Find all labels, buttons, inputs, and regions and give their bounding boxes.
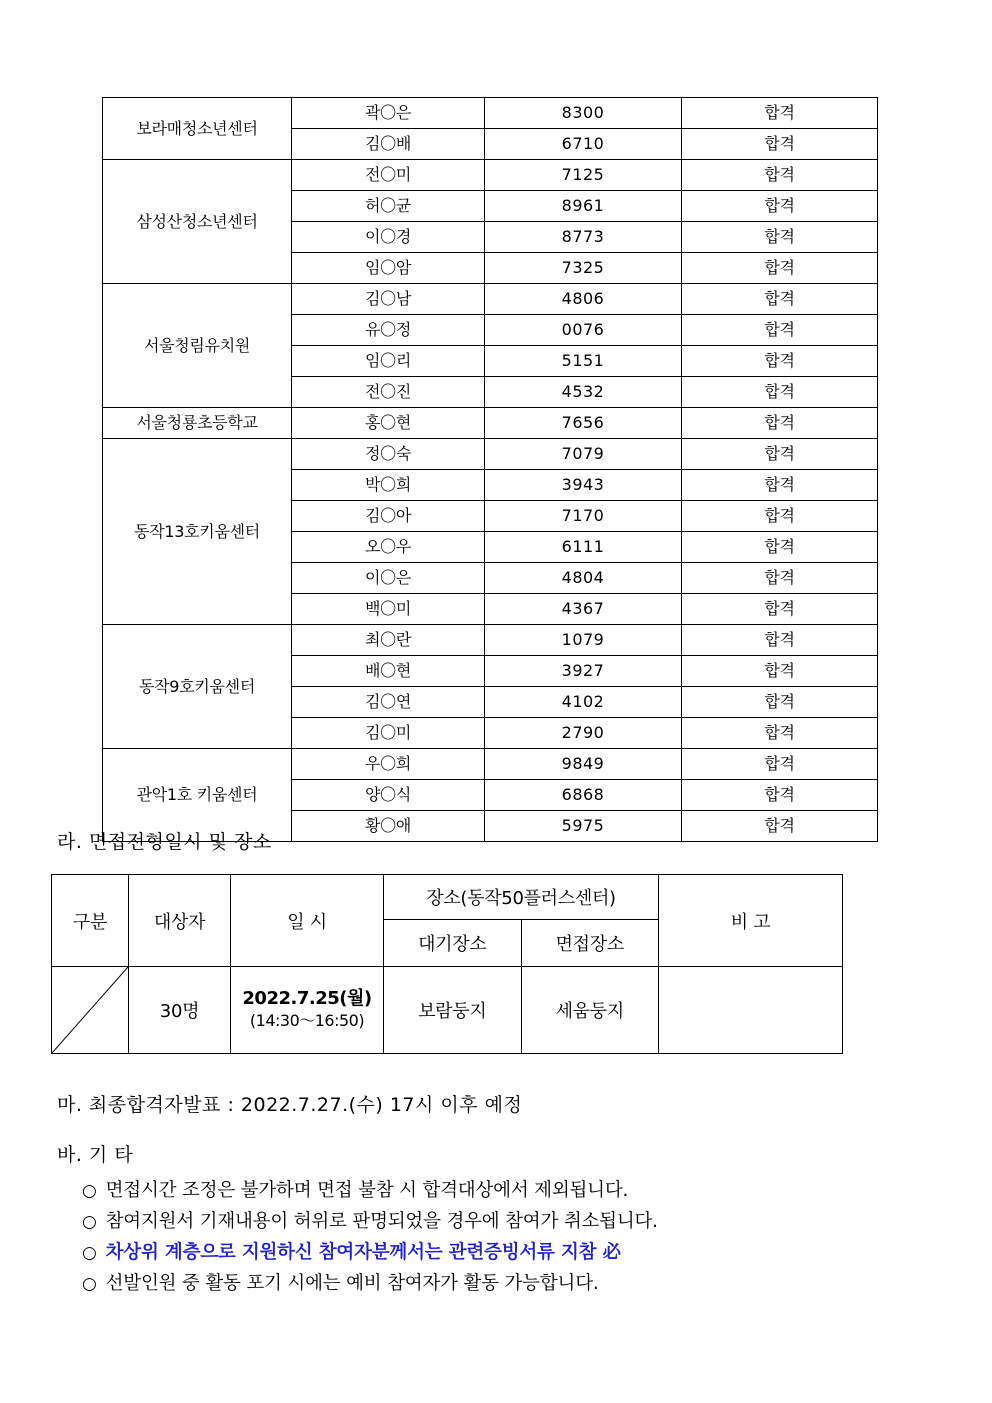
cell-result: 합격	[682, 749, 878, 780]
cell-result: 합격	[682, 532, 878, 563]
cell-participant-number: 3927	[485, 656, 682, 687]
cell-participant-name: 허〇균	[292, 191, 485, 222]
cell-participant-name: 홍〇현	[292, 408, 485, 439]
list-item-label: 선발인원 중 활동 포기 시에는 예비 참여자가 활동 가능합니다.	[105, 1273, 599, 1294]
cell-participant-number: 8961	[485, 191, 682, 222]
table-row	[103, 749, 878, 780]
cell-result: 합격	[682, 625, 878, 656]
cell-result: 합격	[682, 656, 878, 687]
cell-participant-number: 1079	[485, 625, 682, 656]
cell-participant-number: 4804	[485, 563, 682, 594]
notes-list	[82, 1176, 942, 1300]
list-item-label: 참여지원서 기재내용이 허위로 판명되었을 경우에 참여가 취소됩니다.	[105, 1211, 658, 1232]
cell-participant-name: 전〇진	[292, 377, 485, 408]
cell-center-name: 삼성산청소년센터	[103, 160, 292, 284]
cell-participant-number: 3943	[485, 470, 682, 501]
cell-result: 합격	[682, 377, 878, 408]
table-row	[103, 439, 878, 470]
cell-participant-name: 김〇연	[292, 687, 485, 718]
cell-result: 합격	[682, 470, 878, 501]
pass-list-table	[102, 97, 878, 842]
cell-participant-name: 백〇미	[292, 594, 485, 625]
cell-participant-name: 황〇애	[292, 811, 485, 842]
cell-participant-number: 5975	[485, 811, 682, 842]
cell-result: 합격	[682, 160, 878, 191]
cell-participant-number: 7125	[485, 160, 682, 191]
cell-participant-number: 6710	[485, 129, 682, 160]
cell-participant-number: 0076	[485, 315, 682, 346]
cell-result: 합격	[682, 284, 878, 315]
header-datetime: 일 시	[231, 875, 384, 967]
cell-participant-number: 4102	[485, 687, 682, 718]
cell-participant-number: 4532	[485, 377, 682, 408]
cell-result: 합격	[682, 346, 878, 377]
cell-participant-number: 7656	[485, 408, 682, 439]
cell-participant-number: 8300	[485, 98, 682, 129]
cell-result: 합격	[682, 718, 878, 749]
circle-bullet-icon: ○	[82, 1243, 97, 1263]
list-item-label: 면접시간 조정은 불가하며 면접 불참 시 합격대상에서 제외됩니다.	[105, 1180, 629, 1201]
cell-participant-name: 임〇암	[292, 253, 485, 284]
header-target: 대상자	[129, 875, 231, 967]
cell-participant-number: 6111	[485, 532, 682, 563]
cell-center-name: 보라매청소년센터	[103, 98, 292, 160]
cell-gubun-diagonal	[52, 967, 129, 1054]
cell-participant-number: 4367	[485, 594, 682, 625]
cell-result: 합격	[682, 98, 878, 129]
cell-participant-name: 김〇미	[292, 718, 485, 749]
cell-datetime-date: 2022.7.25(월)	[242, 988, 372, 1010]
section-label-others: 바. 기 타	[57, 1144, 134, 1166]
cell-result: 합격	[682, 501, 878, 532]
interview-schedule-table	[51, 874, 843, 1054]
header-gubun: 구분	[52, 875, 129, 967]
list-item	[82, 1176, 942, 1207]
cell-waiting-place: 보람둥지	[384, 967, 522, 1054]
cell-participant-name: 최〇란	[292, 625, 485, 656]
cell-participant-number: 6868	[485, 780, 682, 811]
cell-center-name: 동작9호키움센터	[103, 625, 292, 749]
list-item	[82, 1207, 942, 1238]
table-row	[103, 284, 878, 315]
cell-result: 합격	[682, 253, 878, 284]
list-item	[82, 1269, 942, 1300]
cell-remarks	[659, 967, 843, 1054]
cell-participant-name: 정〇숙	[292, 439, 485, 470]
cell-center-name: 동작13호키움센터	[103, 439, 292, 625]
cell-result: 합격	[682, 594, 878, 625]
cell-result: 합격	[682, 222, 878, 253]
circle-bullet-icon: ○	[82, 1274, 97, 1294]
cell-result: 합격	[682, 408, 878, 439]
cell-result: 합격	[682, 780, 878, 811]
cell-participant-name: 우〇희	[292, 749, 485, 780]
list-item-label: 차상위 계층으로 지원하신 참여자분께서는 관련증빙서류 지참 必	[105, 1242, 621, 1263]
cell-participant-name: 임〇리	[292, 346, 485, 377]
cell-result: 합격	[682, 191, 878, 222]
cell-participant-name: 오〇우	[292, 532, 485, 563]
cell-result: 합격	[682, 129, 878, 160]
cell-participant-number: 7079	[485, 439, 682, 470]
cell-participant-number: 7325	[485, 253, 682, 284]
section-label-final-announcement: 마. 최종합격자발표 : 2022.7.27.(수) 17시 이후 예정	[57, 1094, 523, 1116]
cell-participant-number: 5151	[485, 346, 682, 377]
cell-result: 합격	[682, 315, 878, 346]
cell-participant-name: 김〇남	[292, 284, 485, 315]
cell-participant-number: 7170	[485, 501, 682, 532]
cell-participant-name: 김〇아	[292, 501, 485, 532]
cell-datetime	[231, 967, 384, 1054]
cell-center-name: 관악1호 키움센터	[103, 749, 292, 842]
circle-bullet-icon: ○	[82, 1181, 97, 1201]
header-interview-place: 면접장소	[521, 920, 659, 967]
table-row	[103, 408, 878, 439]
cell-target-count: 30명	[129, 967, 231, 1054]
cell-result: 합격	[682, 811, 878, 842]
cell-participant-name: 곽〇은	[292, 98, 485, 129]
cell-participant-name: 전〇미	[292, 160, 485, 191]
pass-list-body	[103, 98, 878, 842]
cell-participant-name: 유〇정	[292, 315, 485, 346]
cell-center-name: 서울청림유치원	[103, 284, 292, 408]
cell-result: 합격	[682, 439, 878, 470]
header-remarks: 비 고	[659, 875, 843, 967]
cell-center-name: 서울청룡초등학교	[103, 408, 292, 439]
interview-header-row-1	[52, 875, 843, 920]
interview-data-row	[52, 967, 843, 1054]
cell-participant-name: 이〇경	[292, 222, 485, 253]
diagonal-strike-icon	[52, 967, 128, 1053]
header-waiting-place: 대기장소	[384, 920, 522, 967]
section-label-interview: 라. 면접전형일시 및 장소	[57, 831, 272, 853]
cell-participant-number: 2790	[485, 718, 682, 749]
cell-participant-name: 김〇배	[292, 129, 485, 160]
cell-participant-name: 박〇희	[292, 470, 485, 501]
cell-result: 합격	[682, 687, 878, 718]
list-item	[82, 1238, 942, 1269]
cell-participant-name: 양〇식	[292, 780, 485, 811]
cell-datetime-time: (14:30～16:50)	[249, 1010, 365, 1030]
table-row	[103, 625, 878, 656]
table-row	[103, 160, 878, 191]
header-place-group: 장소(동작50플러스센터)	[384, 875, 659, 920]
cell-result: 합격	[682, 563, 878, 594]
table-row	[103, 98, 878, 129]
cell-participant-name: 이〇은	[292, 563, 485, 594]
circle-bullet-icon: ○	[82, 1212, 97, 1232]
cell-participant-number: 9849	[485, 749, 682, 780]
cell-participant-name: 배〇현	[292, 656, 485, 687]
cell-interview-place: 세움둥지	[521, 967, 659, 1054]
cell-participant-number: 4806	[485, 284, 682, 315]
cell-participant-number: 8773	[485, 222, 682, 253]
